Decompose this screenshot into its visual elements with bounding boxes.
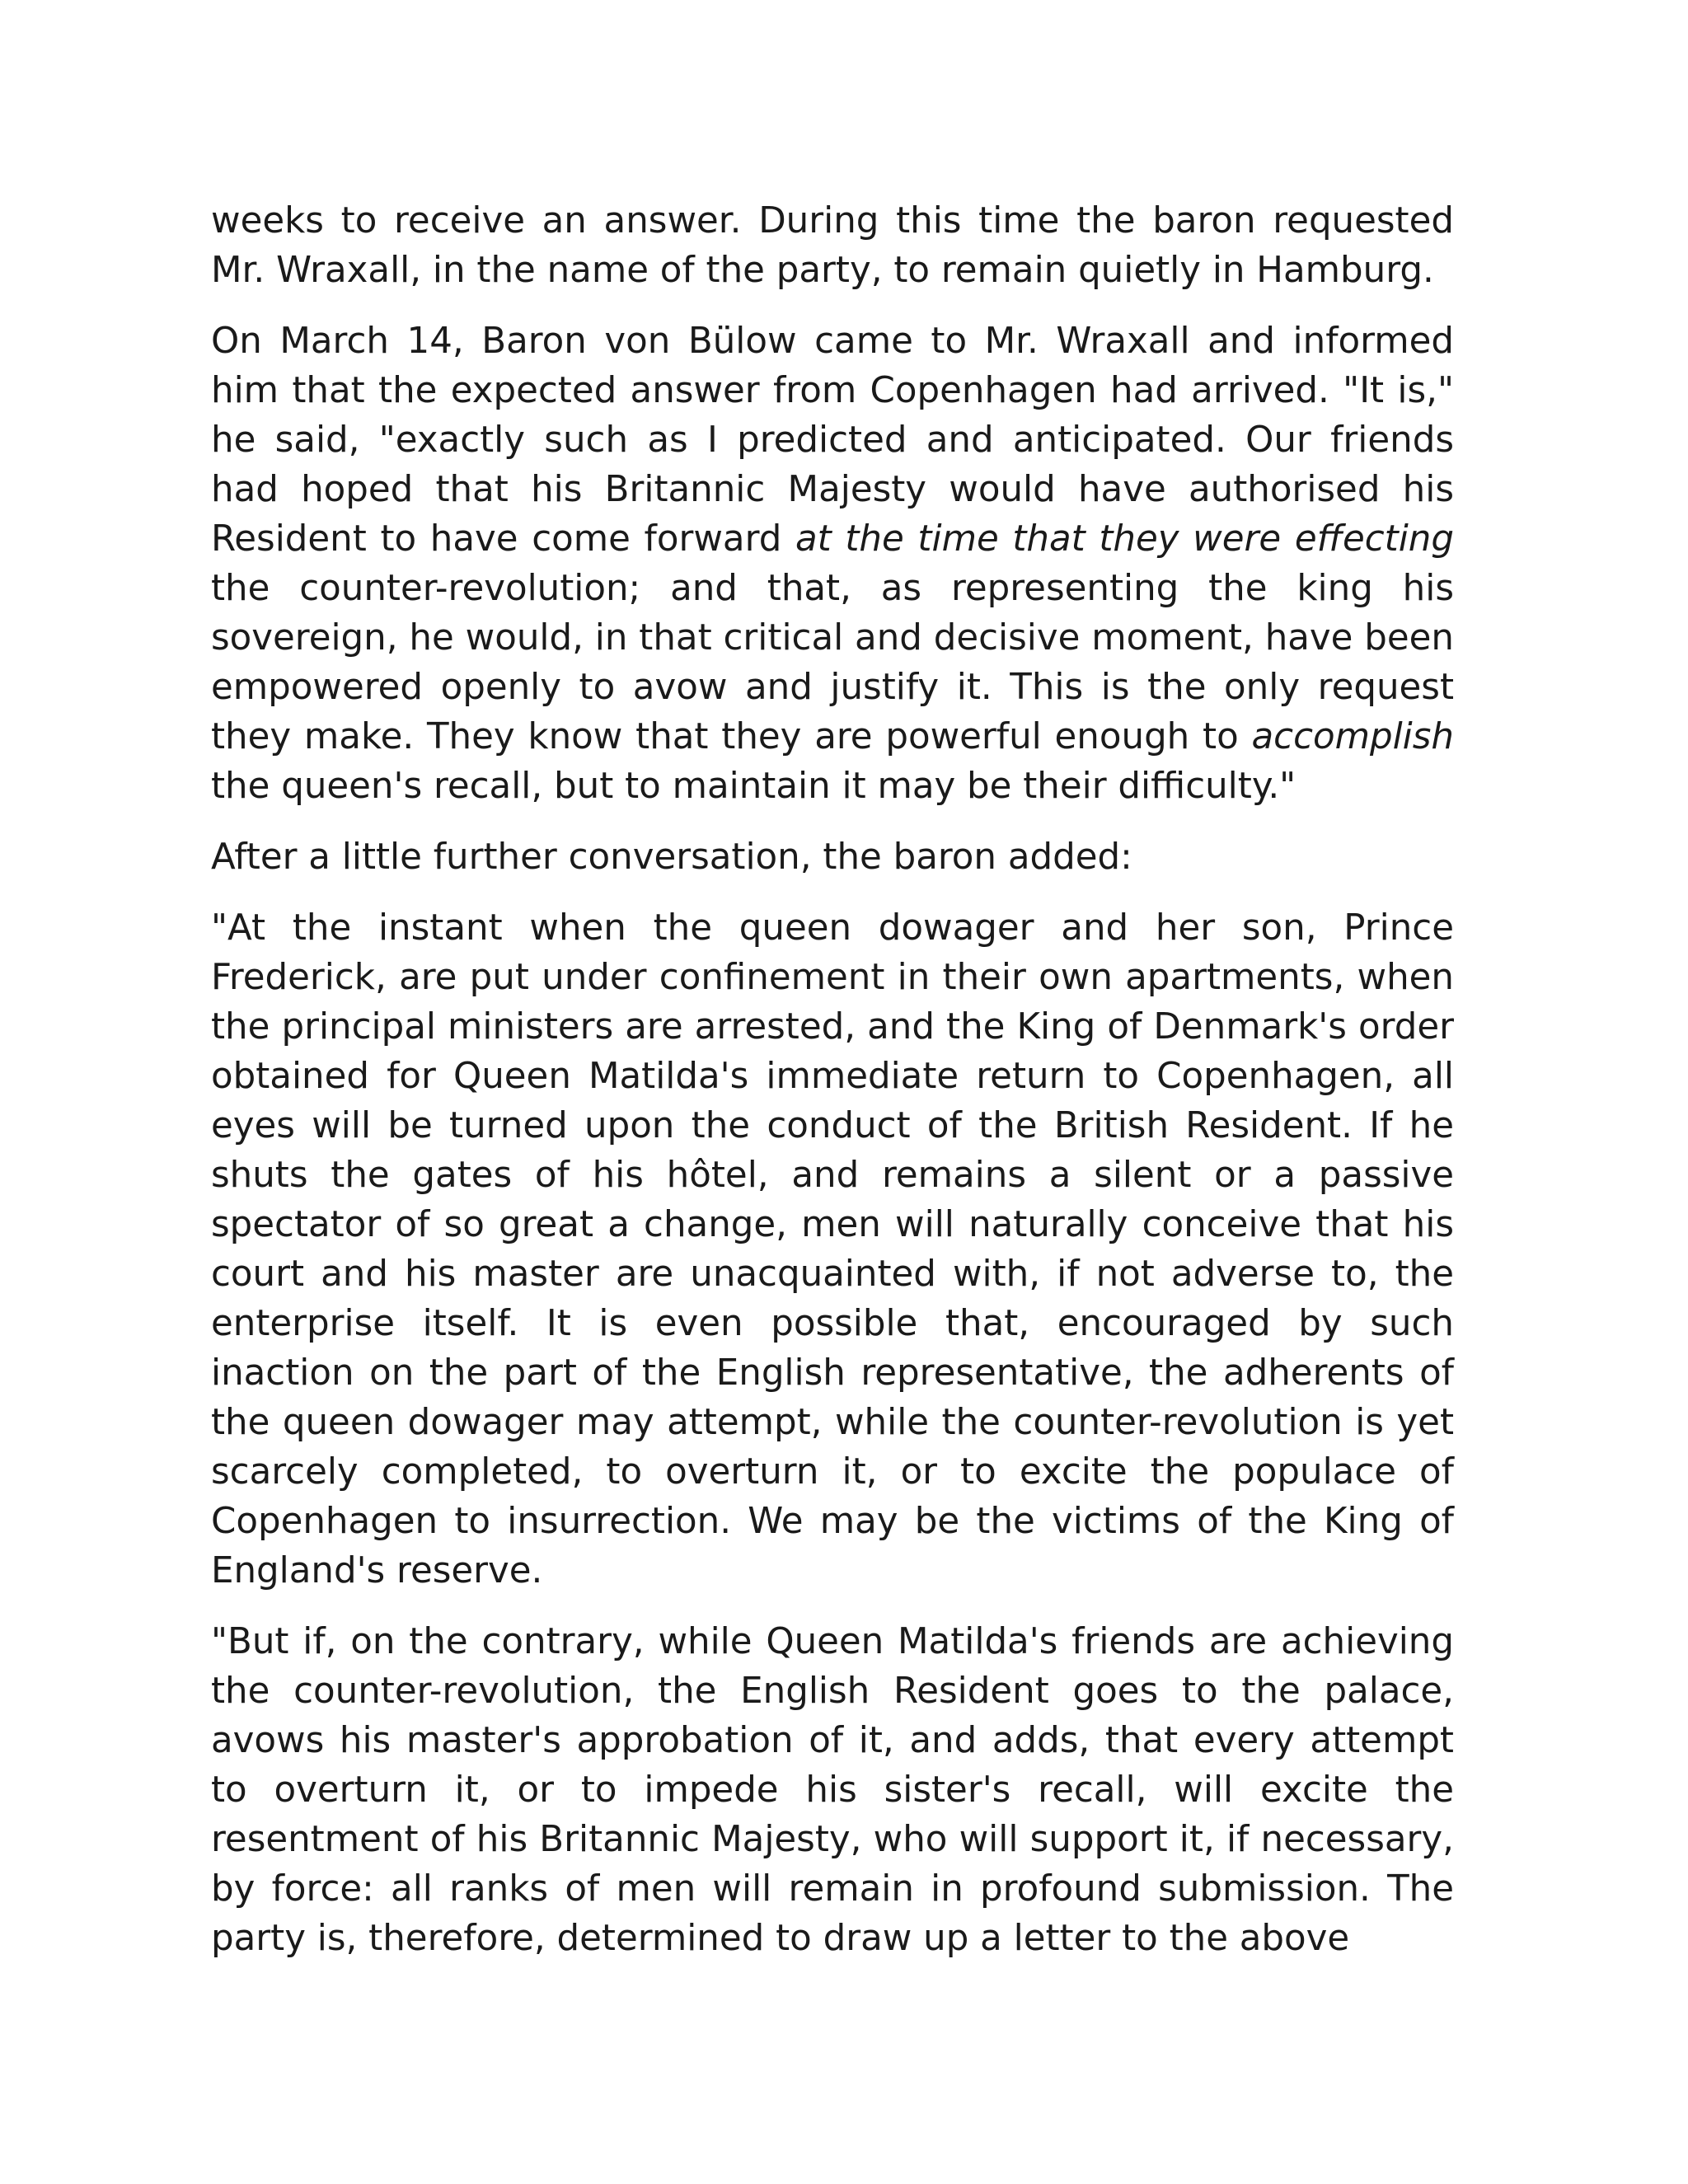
paragraph-2-text-c: the queen's recall, but to maintain it may be their difficulty." [211,766,1296,807]
page-body [211,196,1454,1963]
paragraph-2-text-a: On March 14, Baron von Bülow came to Mr. Wraxall and informed him that the expected answer from Copenhagen had arrived. "It is," he said, "exactly such as I predicted and anticipated. Our friends had hoped that his Britannic Majesty would have authorised his Resident to have come forward [211,321,1454,560]
paragraph-2 [211,316,1454,811]
paragraph-2-italic-1: at the time that they were effecting [795,518,1454,560]
paragraph-3: After a little further conversation, the baron added: [211,837,1132,878]
paragraph-1: weeks to receive an answer. During this time the baron requested Mr. Wraxall, in the name of the party, to remain quietly in Hamburg. [211,200,1454,291]
paragraph-5: "But if, on the contrary, while Queen Matilda's friends are achieving the counter-revolution, the English Resident goes to the palace, avows his master's approbation of it, and adds, that every attempt to overturn it, or to impede his sister's recall, will excite the resentment of his Britannic Majesty, who will support it, if necessary, by force: all ranks of men will remain in profound submission. The party is, therefore, determined to draw up a letter to the above [211,1621,1454,1959]
paragraph-2-text-b: the counter-revolution; and that, as representing the king his sovereign, he would, in that critical and decisive moment, have been empowered openly to avow and justify it. This is the only request they make. They know that they are powerful enough to [211,568,1454,757]
paragraph-4: "At the instant when the queen dowager and her son, Prince Frederick, are put under confinement in their own apartments, when the principal ministers are arrested, and the King of Denmark's order obtained for Queen Matilda's immediate return to Copenhagen, all eyes will be turned upon the conduct of the British Resident. If he shuts the gates of his hôtel, and remains a silent or a passive spectator of so great a change, men will naturally conceive that his court and his master are unacquainted with, if not adverse to, the enterprise itself. It is even possible that, encouraged by such inaction on the part of the English representative, the adherents of the queen dowager may attempt, while the counter-revolution is yet scarcely completed, to overturn it, or to excite the populace of Copenhagen to insurrection. We may be the victims of the King of England's reserve. [211,907,1454,1591]
paragraph-2-italic-2: accomplish [1251,716,1454,757]
